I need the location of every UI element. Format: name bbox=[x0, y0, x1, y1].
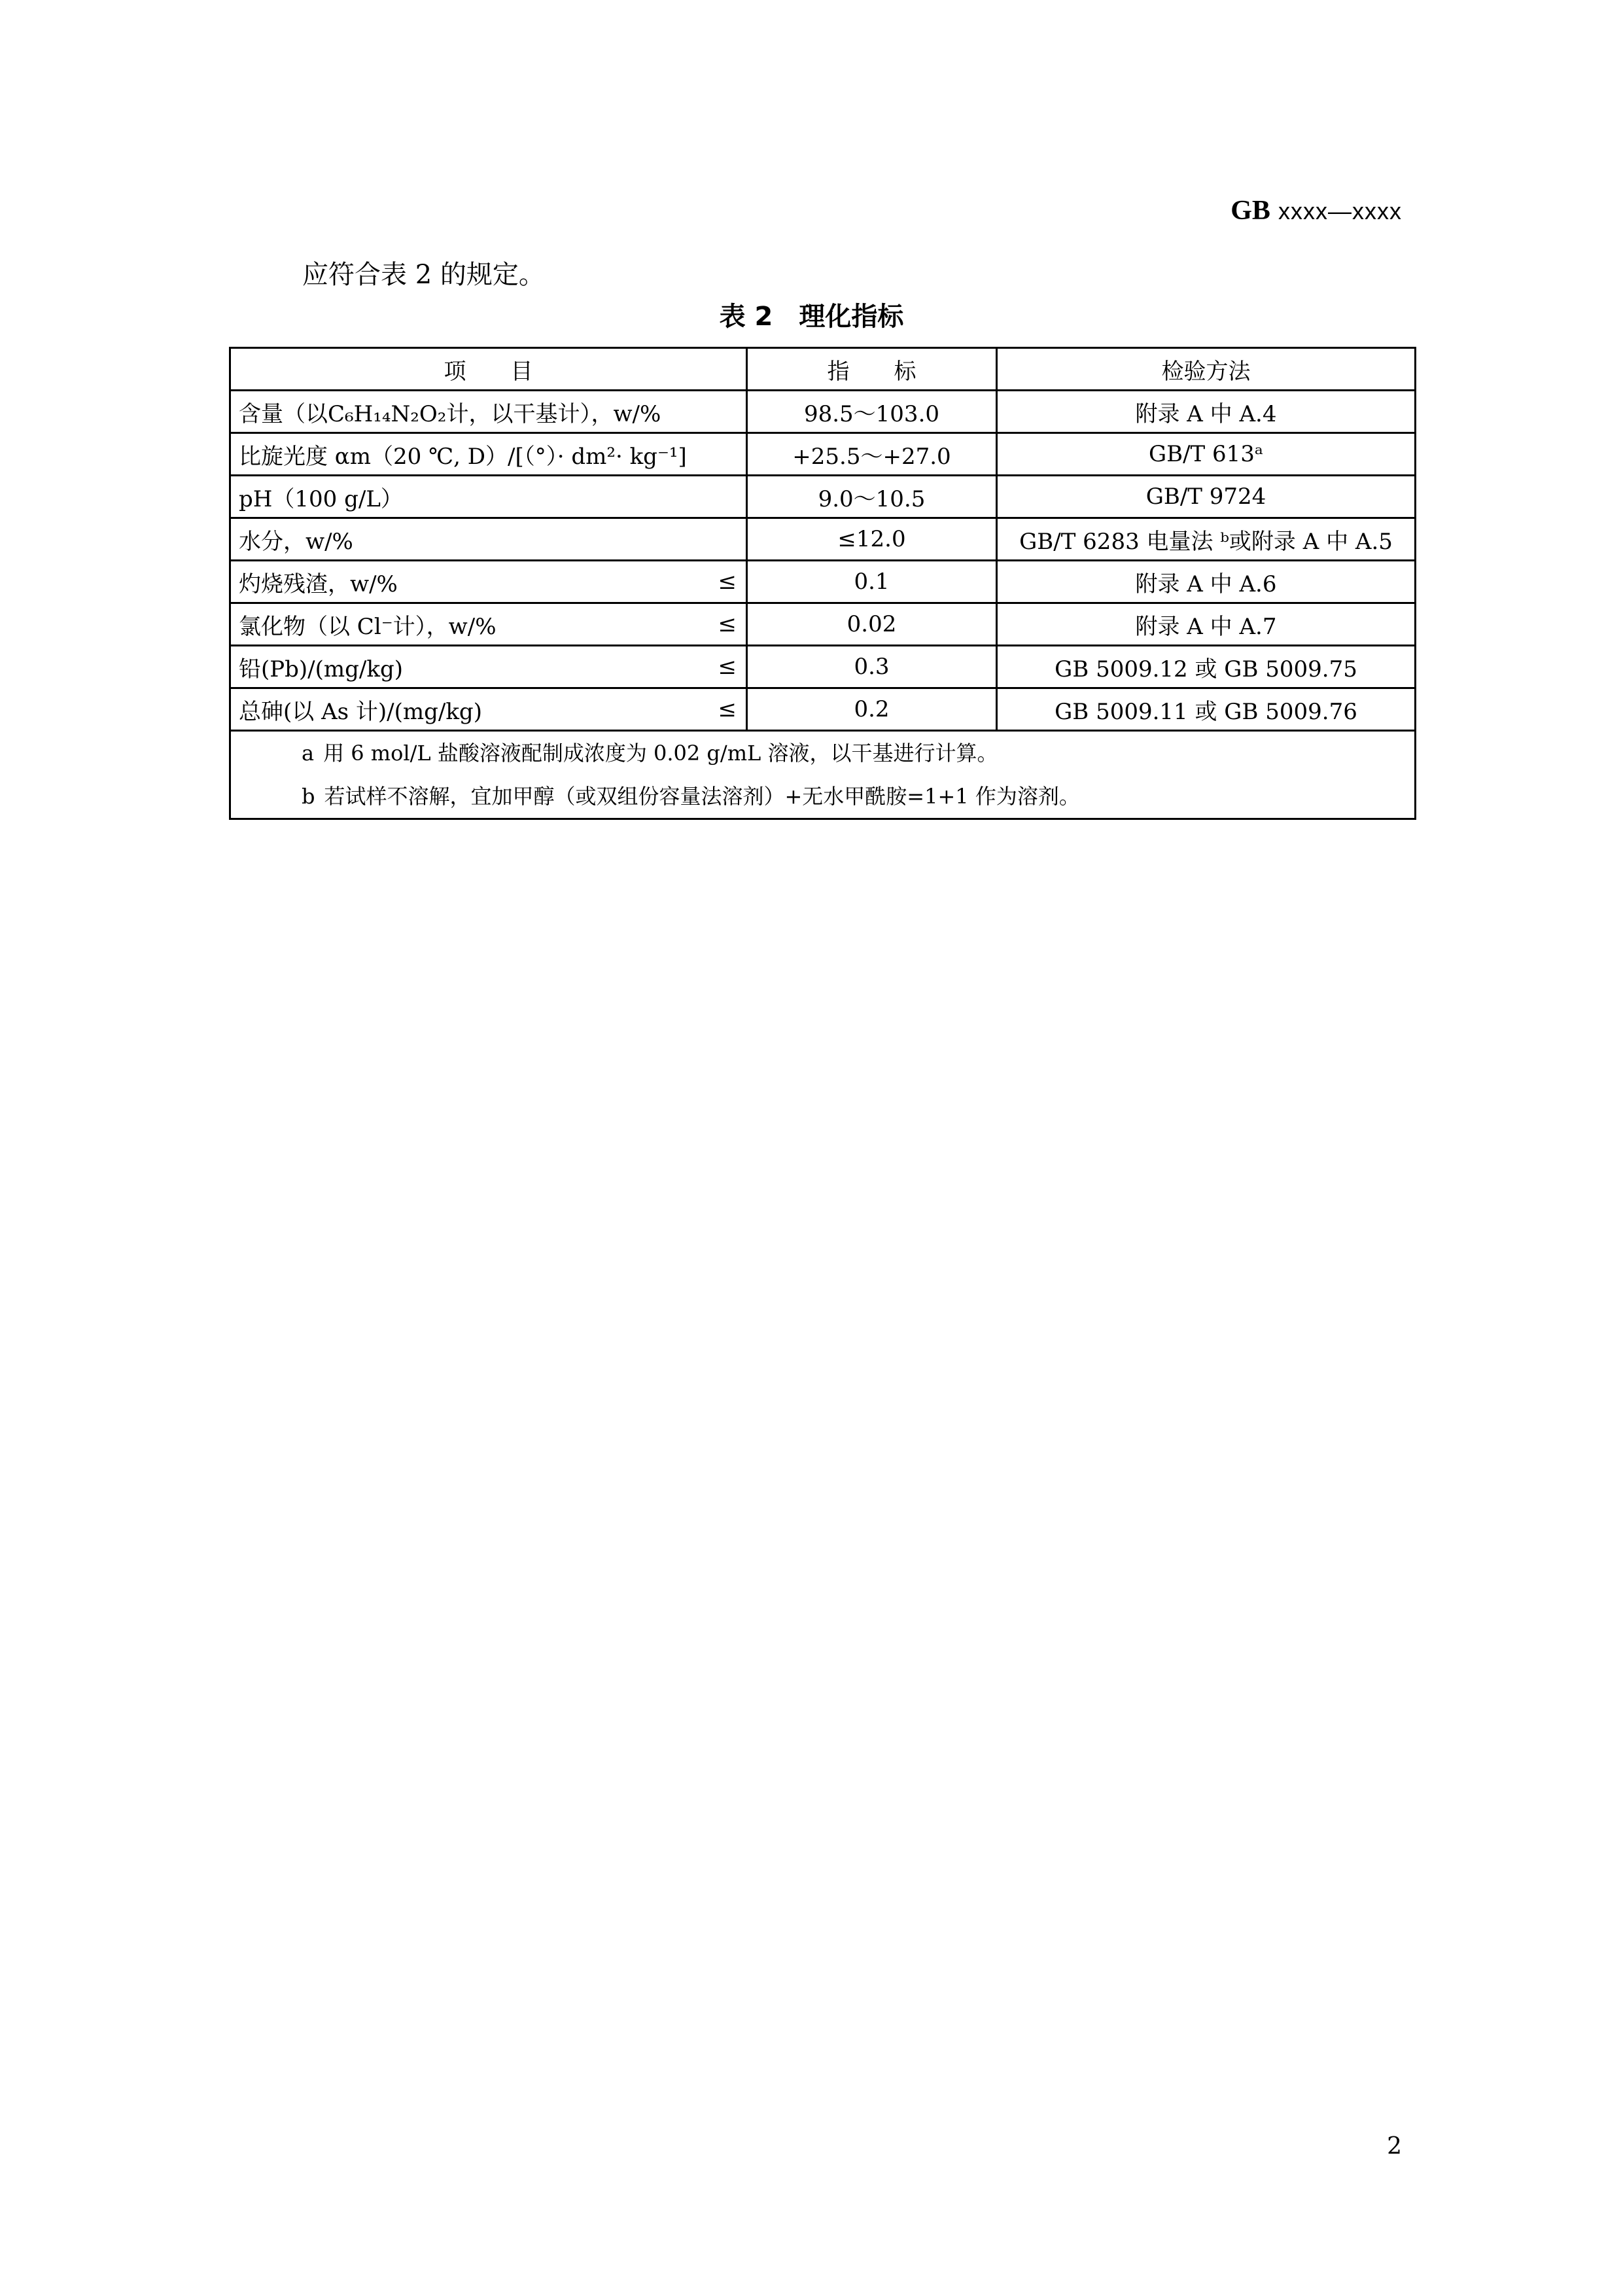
row-value: 0.02 bbox=[747, 603, 997, 646]
standard-number: xxxx—xxxx bbox=[1278, 198, 1402, 224]
footnote-a bbox=[239, 732, 1406, 775]
table-row bbox=[230, 646, 1416, 688]
intro-text: 应符合表 2 的规定。 bbox=[302, 260, 545, 290]
row-value: 0.3 bbox=[747, 646, 997, 688]
table-notes-row bbox=[230, 731, 1416, 819]
header-value: 指 标 bbox=[747, 348, 997, 391]
row-item bbox=[230, 603, 747, 646]
row-method: 附录 A 中 A.4 bbox=[997, 391, 1416, 433]
row-item bbox=[230, 561, 747, 603]
header-method: 检验方法 bbox=[997, 348, 1416, 391]
row-value: 0.2 bbox=[747, 688, 997, 731]
row-method: 附录 A 中 A.6 bbox=[997, 561, 1416, 603]
row-value: +25.5～+27.0 bbox=[747, 433, 997, 476]
row-value: ≤12.0 bbox=[747, 518, 997, 561]
item-label: pH（100 g/L） bbox=[239, 486, 403, 512]
table-name: 理化指标 bbox=[799, 302, 904, 332]
row-method: 附录 A 中 A.7 bbox=[997, 603, 1416, 646]
row-item bbox=[230, 646, 747, 688]
row-value: 98.5～103.0 bbox=[747, 391, 997, 433]
row-method: GB/T 9724 bbox=[997, 476, 1416, 518]
footnote-b bbox=[239, 775, 1406, 818]
standard-code bbox=[1230, 195, 1402, 226]
row-item bbox=[230, 518, 747, 561]
row-item bbox=[230, 433, 747, 476]
item-label: 比旋光度 αm（20 ℃, D）/[（°）· dm²· kg⁻¹] bbox=[239, 443, 687, 470]
page-number: 2 bbox=[1387, 2133, 1402, 2160]
table-notes bbox=[230, 731, 1416, 819]
row-item bbox=[230, 391, 747, 433]
item-label: 氯化物（以 Cl⁻计），w/% bbox=[239, 613, 497, 640]
row-value: 0.1 bbox=[747, 561, 997, 603]
header-item: 项 目 bbox=[230, 348, 747, 391]
item-label: 灼烧残渣，w/% bbox=[239, 571, 398, 597]
table-row bbox=[230, 391, 1416, 433]
footnote-text: 若试样不溶解，宜加甲醇（或双组份容量法溶剂）+无水甲酰胺=1+1 作为溶剂。 bbox=[324, 784, 1080, 809]
row-method: GB/T 6283 电量法 ᵇ或附录 A 中 A.5 bbox=[997, 518, 1416, 561]
item-label: 水分，w/% bbox=[239, 528, 353, 555]
limit-sign: ≤ bbox=[718, 611, 737, 637]
table-row bbox=[230, 561, 1416, 603]
table-row bbox=[230, 476, 1416, 518]
footnote-mark: b bbox=[302, 784, 315, 809]
standard-prefix: GB bbox=[1230, 196, 1270, 226]
spec-table bbox=[229, 347, 1416, 820]
footnote-mark: a bbox=[302, 741, 315, 766]
row-method: GB 5009.12 或 GB 5009.75 bbox=[997, 646, 1416, 688]
item-label: 总砷(以 As 计)/(mg/kg) bbox=[239, 698, 482, 725]
table-row bbox=[230, 518, 1416, 561]
limit-sign: ≤ bbox=[718, 654, 737, 680]
table-row bbox=[230, 603, 1416, 646]
table-label: 表 2 bbox=[719, 302, 773, 332]
table-title bbox=[0, 296, 1623, 333]
limit-sign: ≤ bbox=[718, 696, 737, 722]
footnote-text: 用 6 mol/L 盐酸溶液配制成浓度为 0.02 g/mL 溶液，以干基进行计算。 bbox=[323, 741, 998, 766]
row-item bbox=[230, 688, 747, 731]
row-item bbox=[230, 476, 747, 518]
row-value: 9.0～10.5 bbox=[747, 476, 997, 518]
row-method: GB/T 613ᵃ bbox=[997, 433, 1416, 476]
row-method: GB 5009.11 或 GB 5009.76 bbox=[997, 688, 1416, 731]
table-row bbox=[230, 433, 1416, 476]
table-header-row bbox=[230, 348, 1416, 391]
item-label: 含量（以C₆H₁₄N₂O₂计，以干基计），w/% bbox=[239, 400, 661, 427]
table-row bbox=[230, 688, 1416, 731]
item-label: 铅(Pb)/(mg/kg) bbox=[239, 656, 403, 682]
limit-sign: ≤ bbox=[718, 569, 737, 595]
